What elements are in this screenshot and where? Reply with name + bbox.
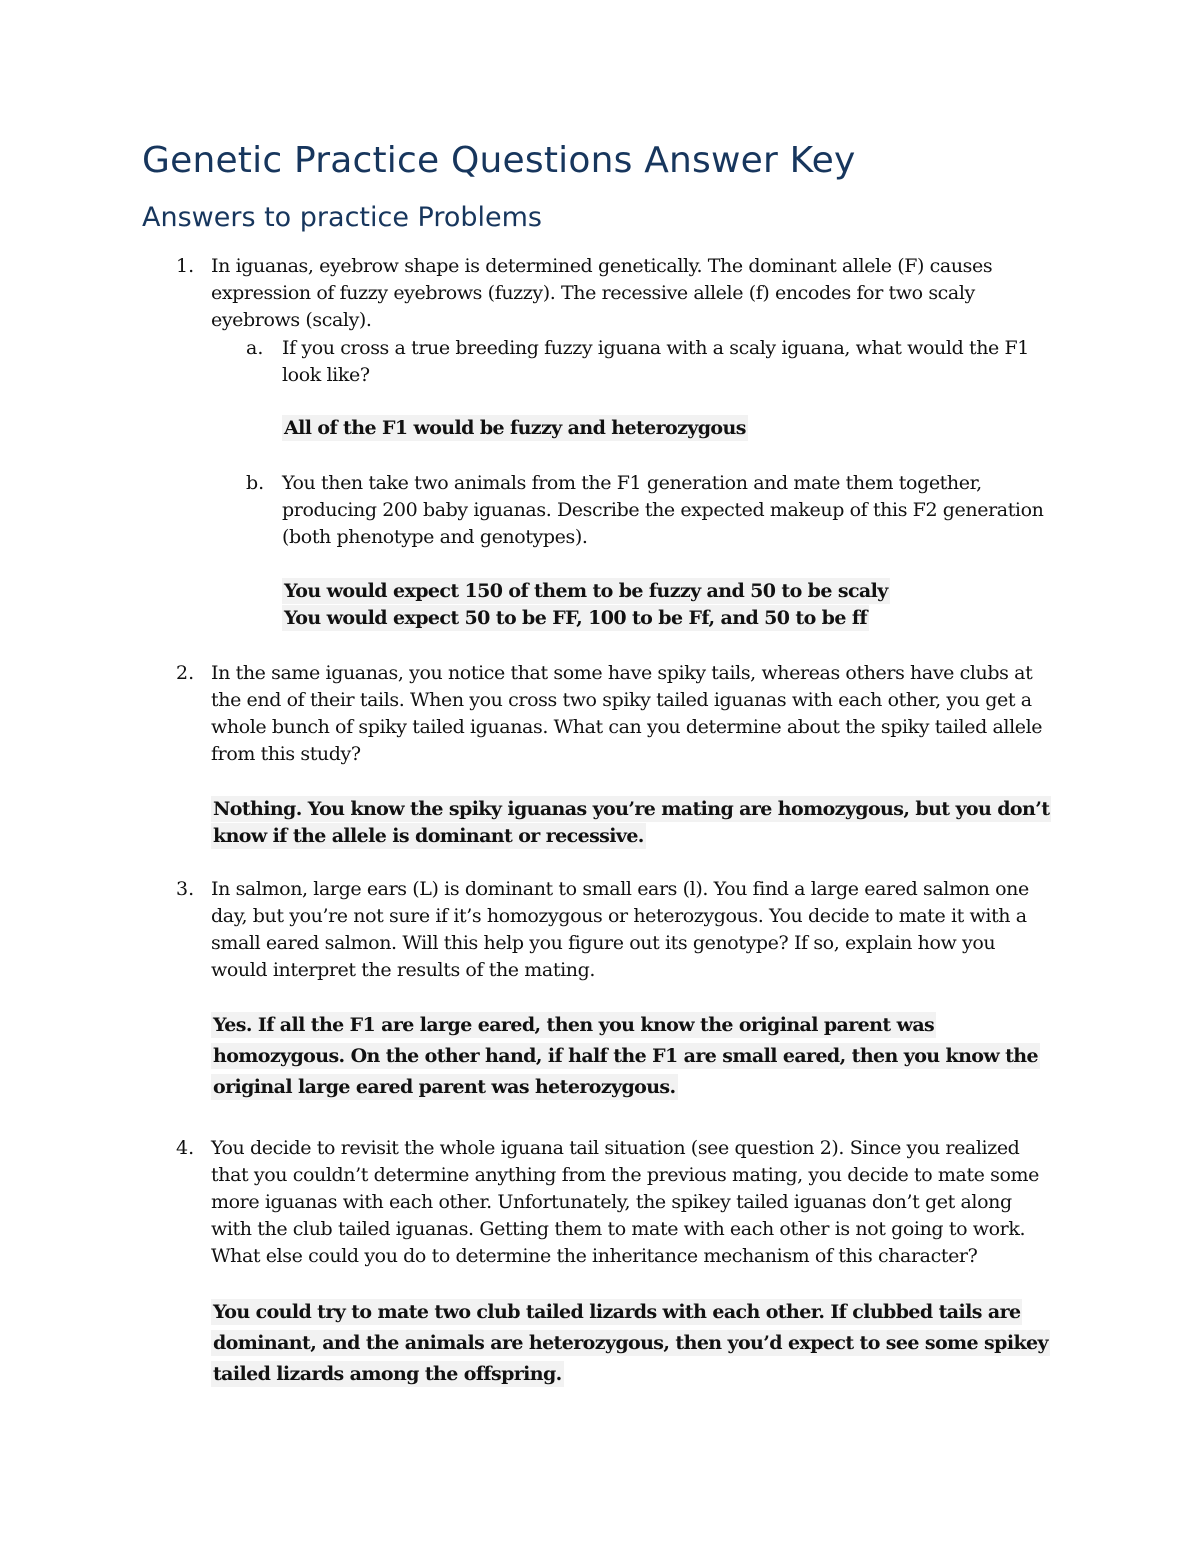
subquestion-text-line: (both phenotype and genotypes). bbox=[282, 526, 588, 548]
answer-text: You could try to mate two club tailed lizards with each other. If clubbed tails are bbox=[213, 1301, 1021, 1323]
answer-1a bbox=[282, 415, 748, 442]
question-text-line: would interpret the results of the mating. bbox=[211, 959, 595, 981]
document-title: Genetic Practice Questions Answer Key bbox=[142, 140, 856, 181]
answer-text: You would expect 150 of them to be fuzzy and 50 to be scaly bbox=[284, 580, 888, 602]
document-subtitle: Answers to practice Problems bbox=[142, 202, 542, 233]
answer-1b-line bbox=[282, 605, 869, 632]
answer-4-line bbox=[211, 1359, 564, 1390]
question-text-line: with the club tailed iguanas. Getting them to mate with each other is not going to work. bbox=[211, 1218, 1026, 1240]
answer-1b-line bbox=[282, 578, 890, 605]
question-text-line: small eared salmon. Will this help you figure out its genotype? If so, explain how you bbox=[211, 932, 996, 954]
answer-text: Nothing. You know the spiky iguanas you’re mating are homozygous, but you don’t bbox=[213, 798, 1050, 820]
question-text-line: eyebrows (scaly). bbox=[211, 309, 372, 331]
question-text-line: You decide to revisit the whole iguana tail situation (see question 2). Since you realized bbox=[211, 1137, 1020, 1159]
question-text-line: the end of their tails. When you cross two spiky tailed iguanas with each other, you get a bbox=[211, 689, 1032, 711]
question-text-line: that you couldn’t determine anything from the previous mating, you decide to mate some bbox=[211, 1164, 1040, 1186]
answer-4-line bbox=[211, 1297, 1022, 1328]
question-text-line: from this study? bbox=[211, 743, 361, 765]
question-text-line: In iguanas, eyebrow shape is determined genetically. The dominant allele (F) causes bbox=[211, 255, 993, 277]
answer-3-line bbox=[211, 1072, 678, 1103]
answer-text: homozygous. On the other hand, if half the F1 are small eared, then you know the bbox=[213, 1045, 1038, 1067]
answer-text: know if the allele is dominant or recessive. bbox=[213, 825, 644, 847]
question-number: 4. bbox=[176, 1137, 195, 1159]
answer-text: You would expect 50 to be FF, 100 to be Ff, and 50 to be ff bbox=[284, 607, 868, 629]
subquestion-text-line: producing 200 baby iguanas. Describe the expected makeup of this F2 generation bbox=[282, 499, 1044, 521]
question-number: 3. bbox=[176, 878, 195, 900]
answer-3-line bbox=[211, 1041, 1040, 1072]
question-text-line: whole bunch of spiky tailed iguanas. What can you determine about the spiky tailed allele bbox=[211, 716, 1043, 738]
answer-text: All of the F1 would be fuzzy and heterozygous bbox=[284, 417, 746, 439]
question-text-line: What else could you do to determine the inheritance mechanism of this character? bbox=[211, 1245, 978, 1267]
answer-2-line bbox=[211, 796, 1051, 823]
subquestion-text-line: If you cross a true breeding fuzzy iguana with a scaly iguana, what would the F1 bbox=[282, 337, 1030, 359]
answer-text: original large eared parent was heterozygous. bbox=[213, 1076, 676, 1098]
subquestion-text-line: look like? bbox=[282, 364, 370, 386]
answer-text: dominant, and the animals are heterozygous, then you’d expect to see some spikey bbox=[213, 1332, 1048, 1354]
question-text-line: In the same iguanas, you notice that some have spiky tails, whereas others have clubs at bbox=[211, 662, 1033, 684]
subquestion-text-line: You then take two animals from the F1 generation and mate them together, bbox=[282, 472, 982, 494]
answer-text: Yes. If all the F1 are large eared, then you know the original parent was bbox=[213, 1014, 935, 1036]
question-text-line: expression of fuzzy eyebrows (fuzzy). The recessive allele (f) encodes for two scaly bbox=[211, 282, 975, 304]
question-number: 2. bbox=[176, 662, 195, 684]
answer-text: tailed lizards among the offspring. bbox=[213, 1363, 562, 1385]
answer-4-line bbox=[211, 1328, 1050, 1359]
answer-2-line bbox=[211, 823, 646, 850]
question-text-line: In salmon, large ears (L) is dominant to small ears (l). You find a large eared salmon one bbox=[211, 878, 1029, 900]
subquestion-letter: a. bbox=[246, 337, 264, 359]
question-number: 1. bbox=[176, 255, 195, 277]
question-text-line: day, but you’re not sure if it’s homozygous or heterozygous. You decide to mate it with a bbox=[211, 905, 1027, 927]
question-text-line: more iguanas with each other. Unfortunately, the spikey tailed iguanas don’t get along bbox=[211, 1191, 1012, 1213]
answer-3-line bbox=[211, 1010, 936, 1041]
subquestion-letter: b. bbox=[246, 472, 265, 494]
